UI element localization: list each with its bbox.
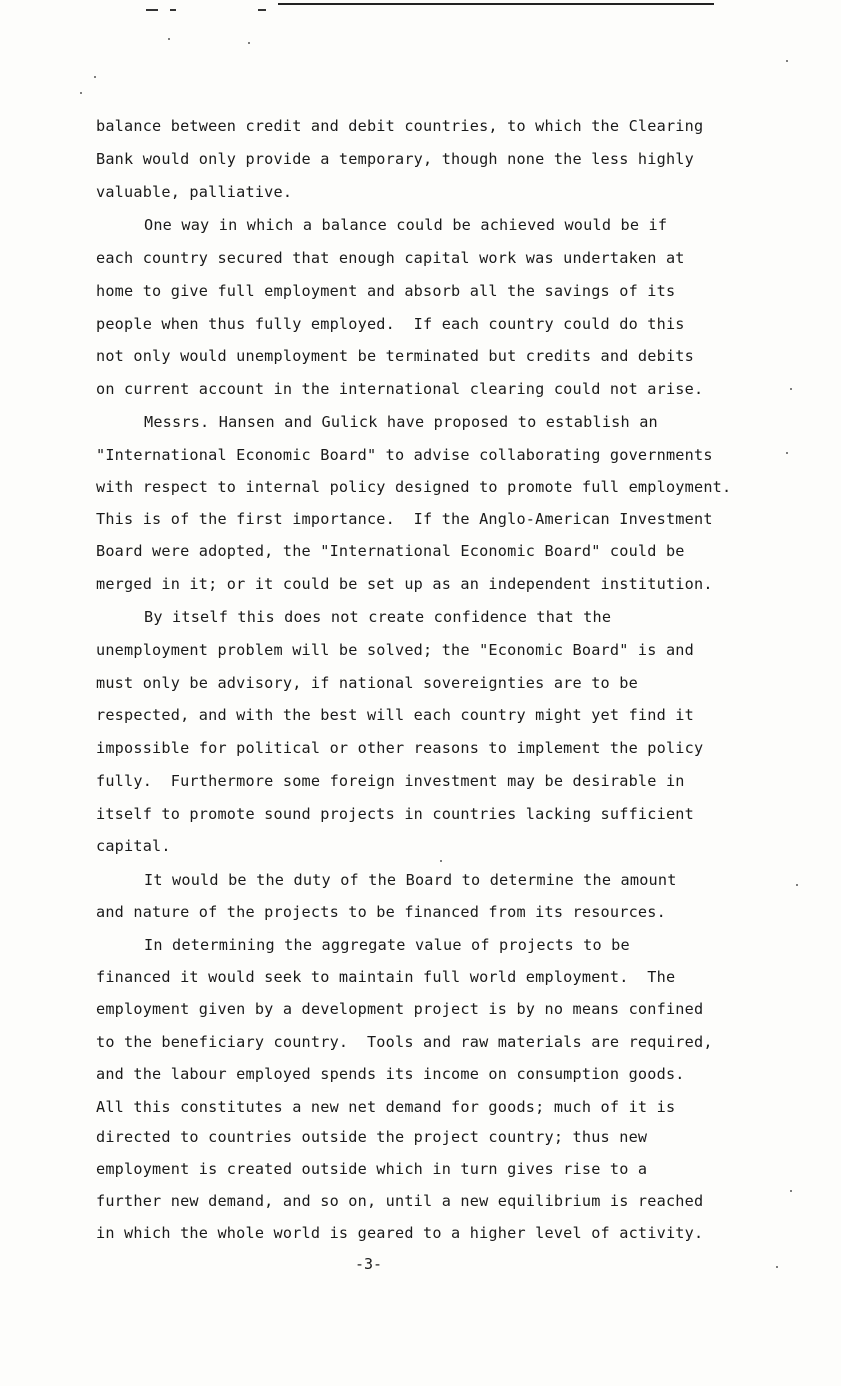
text-line: Board were adopted, the "International Economic Board" could be	[96, 542, 685, 560]
text-line: with respect to internal policy designed to promote full employment.	[96, 478, 732, 496]
text-line: It would be the duty of the Board to determine the amount	[144, 871, 677, 889]
speck	[168, 38, 170, 40]
text-line: merged in it; or it could be set up as an independent institution.	[96, 575, 713, 593]
text-line: In determining the aggregate value of projects to be	[144, 936, 630, 954]
text-line: to the beneficiary country. Tools and raw materials are required,	[96, 1033, 713, 1051]
text-line: each country secured that enough capital work was undertaken at	[96, 249, 685, 267]
text-line: further new demand, and so on, until a new equilibrium is reached	[96, 1192, 704, 1210]
text-line: not only would unemployment be terminated but credits and debits	[96, 347, 694, 365]
text-line: itself to promote sound projects in countries lacking sufficient	[96, 805, 694, 823]
text-line: All this constitutes a new net demand for goods; much of it is	[96, 1098, 676, 1116]
text-line: By itself this does not create confidence that the	[144, 608, 612, 626]
text-line: people when thus fully employed. If each country could do this	[96, 315, 685, 333]
text-line: respected, and with the best will each country might yet find it	[96, 706, 694, 724]
text-line: One way in which a balance could be achieved would be if	[144, 216, 668, 234]
text-line: This is of the first importance. If the Anglo-American Investment	[96, 510, 713, 528]
text-line: and the labour employed spends its income on consumption goods.	[96, 1065, 685, 1083]
text-line: balance between credit and debit countries, to which the Clearing	[96, 117, 704, 135]
text-line: capital.	[96, 837, 171, 855]
speck	[440, 860, 442, 862]
text-line: directed to countries outside the project country; thus new	[96, 1128, 648, 1146]
top-dash	[146, 9, 158, 11]
speck	[248, 42, 250, 44]
text-line: on current account in the international clearing could not arise.	[96, 380, 704, 398]
top-dash	[258, 9, 266, 11]
speck	[80, 92, 82, 94]
text-line: impossible for political or other reasons to implement the policy	[96, 739, 704, 757]
speck	[790, 388, 792, 390]
text-line: "International Economic Board" to advise collaborating governments	[96, 446, 713, 464]
text-line: employment is created outside which in turn gives rise to a	[96, 1160, 648, 1178]
page-number: -3-	[355, 1255, 383, 1273]
text-line: in which the whole world is geared to a higher level of activity.	[96, 1224, 704, 1242]
text-line: Messrs. Hansen and Gulick have proposed to establish an	[144, 413, 658, 431]
text-line: fully. Furthermore some foreign investment may be desirable in	[96, 772, 685, 790]
text-line: valuable, palliative.	[96, 183, 293, 201]
text-line: employment given by a development project is by no means confined	[96, 1000, 704, 1018]
speck	[786, 452, 788, 454]
speck	[786, 60, 788, 62]
text-line: unemployment problem will be solved; the "Economic Board" is and	[96, 641, 694, 659]
speck	[790, 1190, 792, 1192]
speck	[796, 884, 798, 886]
speck	[776, 1266, 778, 1268]
text-line: must only be advisory, if national sovereignties are to be	[96, 674, 638, 692]
speck	[94, 76, 96, 78]
text-line: and nature of the projects to be financed from its resources.	[96, 903, 666, 921]
top-rule	[278, 3, 714, 5]
text-line: home to give full employment and absorb all the savings of its	[96, 282, 676, 300]
text-line: Bank would only provide a temporary, though none the less highly	[96, 150, 694, 168]
top-dash	[170, 9, 176, 11]
text-line: financed it would seek to maintain full world employment. The	[96, 968, 676, 986]
